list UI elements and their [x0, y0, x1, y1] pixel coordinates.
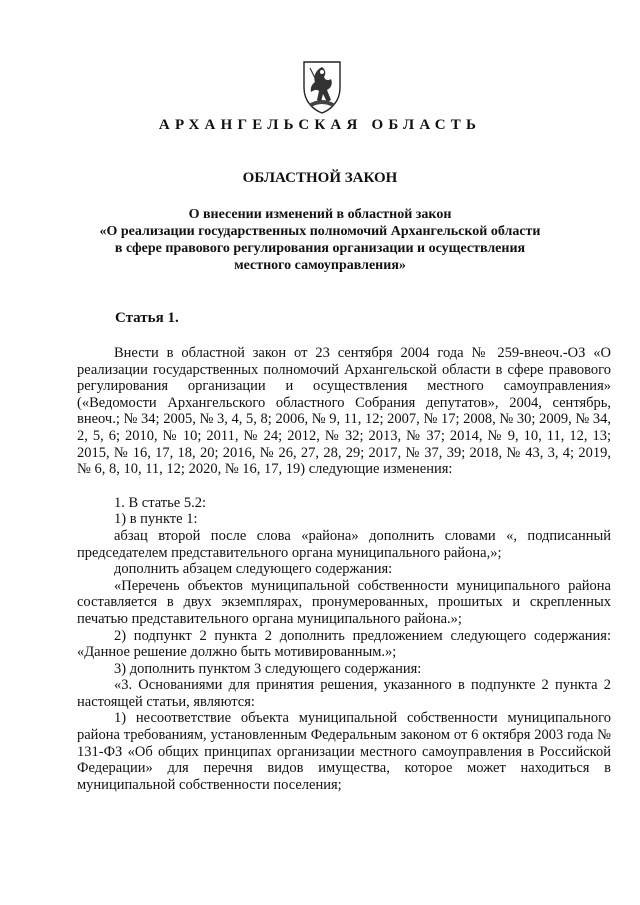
- law-title-line: в сфере правового регулирования организации и осуществления: [114, 241, 526, 256]
- law-title: [90, 206, 550, 274]
- paragraph-item: 1) в пункте 1:: [114, 511, 198, 528]
- article-heading: Статья 1.: [115, 310, 179, 326]
- document-type: ОБЛАСТНОЙ ЗАКОН: [242, 170, 398, 186]
- paragraph-item: абзац второй после слова «района» дополнить словами «, подписанный председателем представительного органа муниципального района,»;: [77, 527, 611, 561]
- paragraph-item: 1. В статье 5.2:: [114, 494, 206, 511]
- paragraph-item: 3) дополнить пунктом 3 следующего содержания:: [114, 660, 422, 677]
- article-body: [77, 345, 611, 793]
- paragraph-item: дополнить абзацем следующего содержания:: [114, 561, 393, 578]
- paragraph-item: «3. Основаниями для принятия решения, указанного в подпункте 2 пункта 2 настоящей статьи, являются:: [77, 677, 611, 710]
- paragraph-item: 1) несоответствие объекта муниципальной собственности муниципального района требованиям, установленным Федеральным законом от 6 октября 2003 года № 131-ФЗ «Об общих принципах организации местного самоуправления в Российской Федерации» для перечня видов имущества, которое может находиться в муниципальной собственности поселения;: [77, 710, 611, 793]
- paragraph-item: 2) подпункт 2 пункта 2 дополнить предложением следующего содержания: «Данное решение должно быть мотивированным.»;: [77, 627, 611, 661]
- law-title-line: О внесении изменений в областной закон: [188, 207, 452, 222]
- coat-of-arms-emblem: [300, 58, 344, 114]
- law-title-line: «О реализации государственных полномочий Архангельской области: [99, 224, 541, 239]
- region-name: АРХАНГЕЛЬСКАЯ ОБЛАСТЬ: [158, 117, 482, 133]
- law-title-line: местного самоуправления»: [234, 258, 406, 273]
- paragraph-item: «Перечень объектов муниципальной собственности муниципального района составляется в двух экземплярах, пронумерованных, прошитых и скрепленных печатью представительного органа муниципального района.»;: [77, 577, 611, 627]
- paragraph-intro: Внести в областной закон от 23 сентября 2004 года № 259-внеоч.-ОЗ «О реализации государственных полномочий Архангельской области в сфере правового регулирования организации и осуществления местного самоуправления» («Ведомости Архангельского областного Собрания депутатов», 2004, сентябрь, внеоч.; № 34; 2005, № 3, 4, 5, 8; 2006, № 9, 11, 12; 2007, № 17; 2008, № 30; 2009, № 34, 2, 5, 6; 2010, № 10; 2011, № 24; 2012, № 32; 2013, № 37; 2014, № 9, 10, 11, 12, 13; 2015, № 16, 17, 18, 20; 2016, № 26, 27, 28, 29; 2017, № 37, 39; 2018, № 43, 3, 4; 2019, № 6, 8, 10, 11, 12; 2020, № 16, 17, 19) следующие изменения:: [77, 345, 611, 478]
